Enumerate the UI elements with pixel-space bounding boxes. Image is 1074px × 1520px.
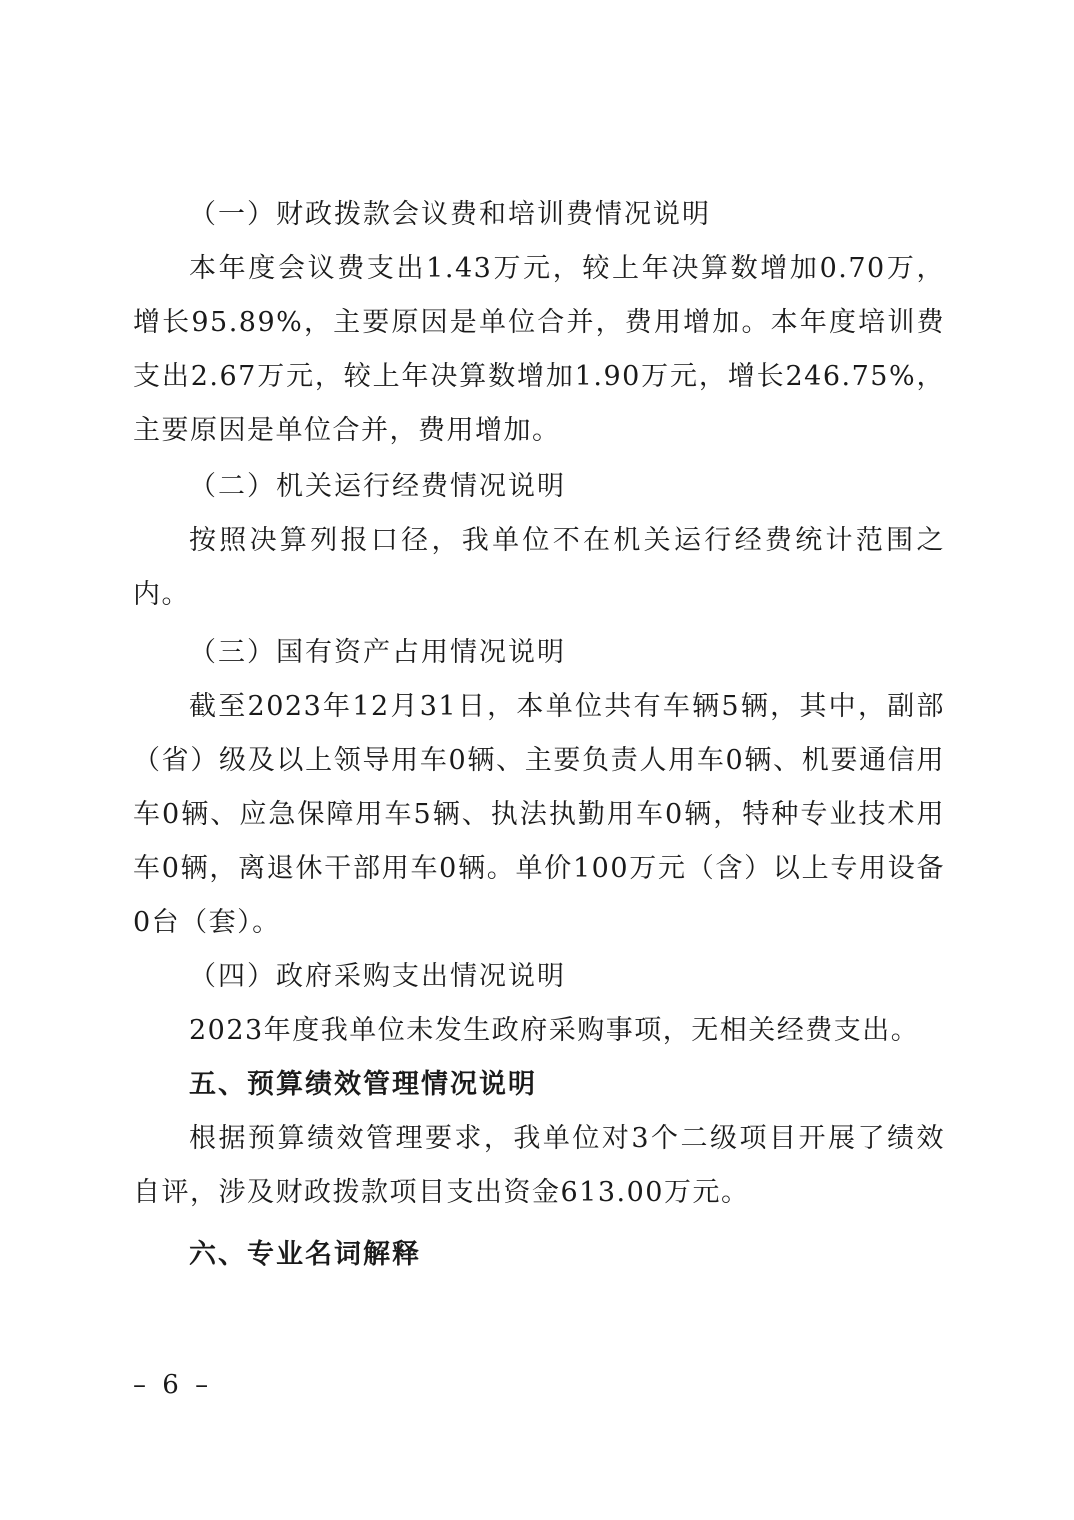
- budget-performance-heading: 五、预算绩效管理情况说明: [189, 1069, 537, 1100]
- state-assets-paragraph: 截至2023年12月31日，本单位共有车辆5辆，其中，副部（省）级及以上领导用车0辆、主要负责人用车0辆、机要通信用车0辆、应急保障用车5辆、执法执勤用车0辆，特种专业技术用车0辆，离退休干部用车0辆。单价100万元（含）以上专用设备0台（套）。: [133, 691, 945, 938]
- government-procurement-paragraph: 2023年度我单位未发生政府采购事项，无相关经费支出。: [189, 1015, 920, 1046]
- meeting-training-fees-paragraph: 本年度会议费支出1.43万元，较上年决算数增加0.70万，增长95.89%，主要原因是单位合并，费用增加。本年度培训费支出2.67万元，较上年决算数增加1.90万元，增长246.75%，主要原因是单位合并，费用增加。: [133, 253, 945, 446]
- page-number: – 6 –: [133, 1370, 213, 1400]
- budget-performance-paragraph: 根据预算绩效管理要求，我单位对3个二级项目开展了绩效自评，涉及财政拨款项目支出资金613.00万元。: [133, 1123, 945, 1208]
- terminology-heading: 六、专业名词解释: [189, 1239, 421, 1270]
- meeting-training-fees-heading: （一）财政拨款会议费和培训费情况说明: [189, 199, 711, 230]
- document-body: [133, 188, 945, 1282]
- state-assets-heading: （三）国有资产占用情况说明: [189, 637, 566, 668]
- government-procurement-heading: （四）政府采购支出情况说明: [189, 961, 566, 992]
- operating-expenses-paragraph: 按照决算列报口径，我单位不在机关运行经费统计范围之内。: [133, 525, 945, 610]
- operating-expenses-heading: （二）机关运行经费情况说明: [189, 471, 566, 502]
